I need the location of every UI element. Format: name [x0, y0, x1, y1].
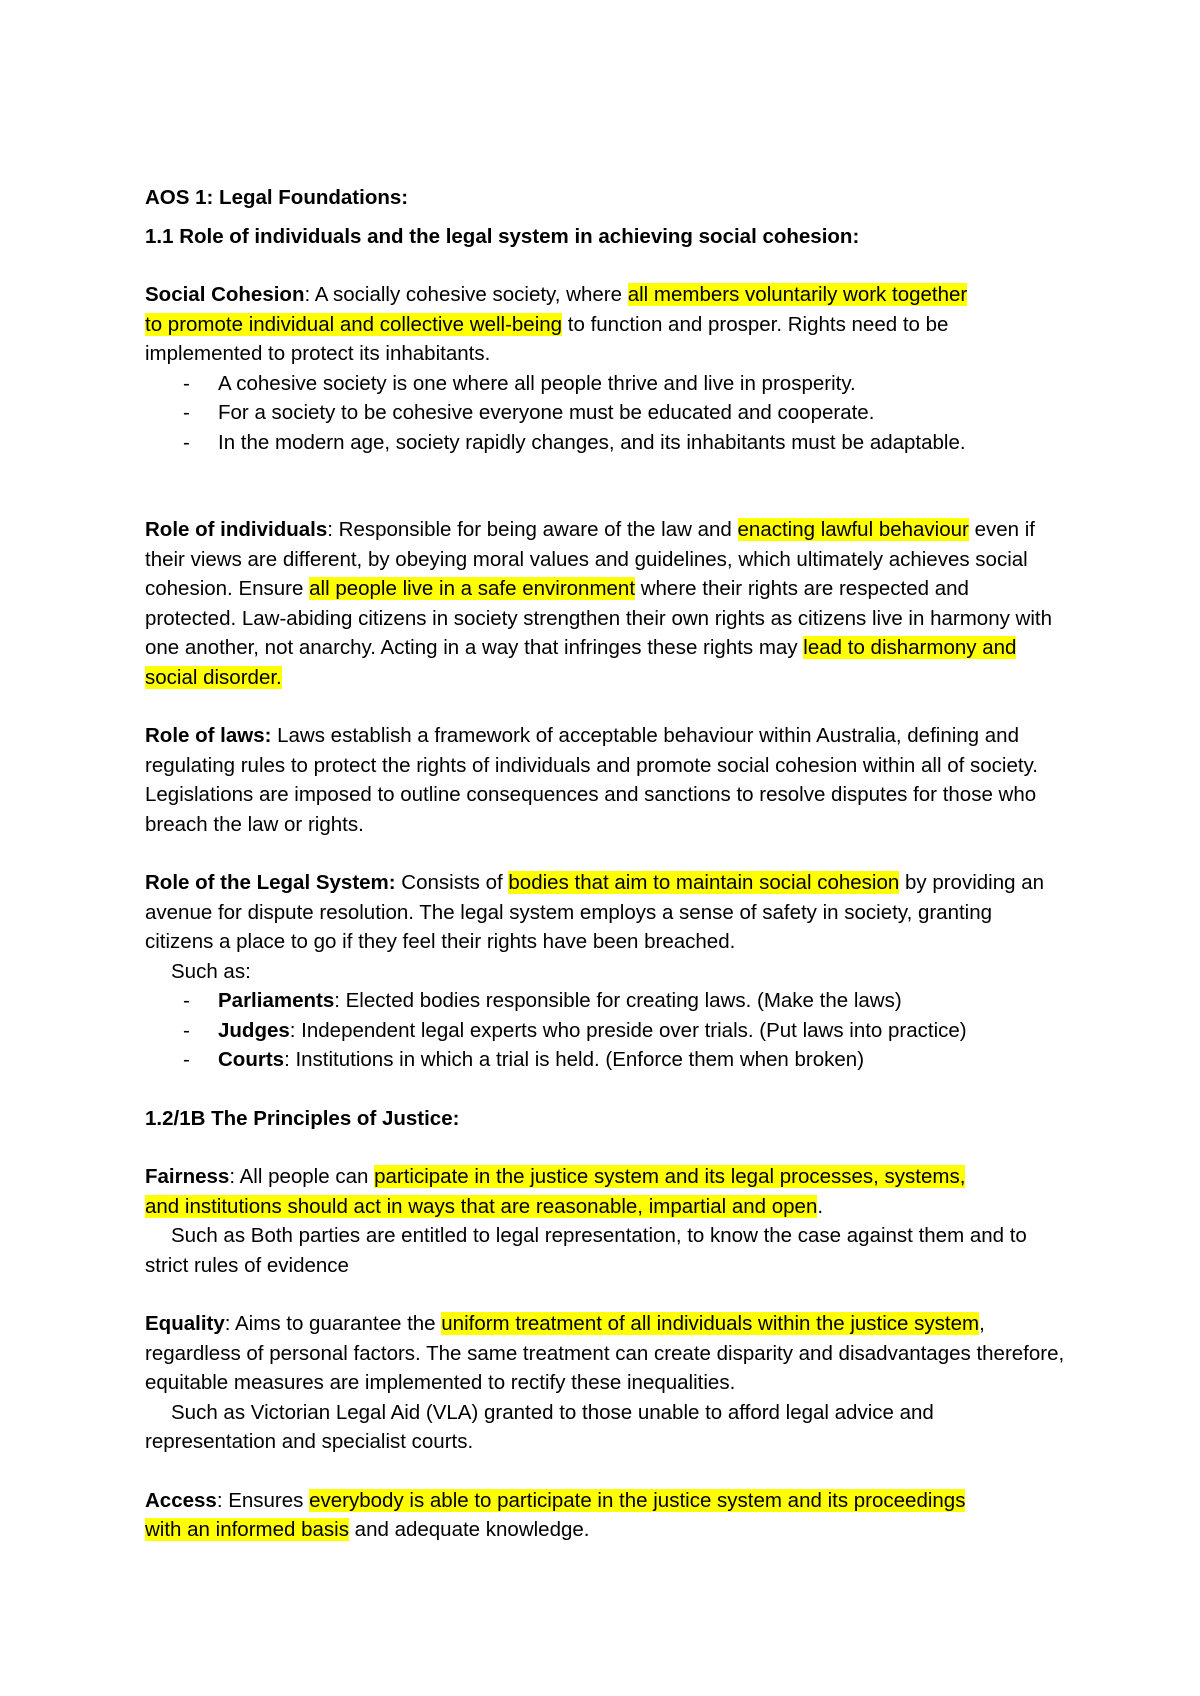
term-courts: Courts [218, 1048, 285, 1071]
term-judges: Judges [218, 1018, 290, 1042]
highlight: lead to disharmony and social disorder. [145, 636, 1017, 689]
highlight: and institutions should act in ways that are reasonable, impartial and open [145, 1194, 818, 1218]
list-item: - A cohesive society is one where all people thrive and live in prosperity. [145, 369, 1065, 399]
text: where their rights are respected and protected. Law-abiding citizens in society strengthen their own rights as citizens live in harmony with one another, not anarchy. Acting in a way that infringes these rights may [145, 577, 1052, 659]
highlight: participate in the justice system and its legal processes, systems, [374, 1165, 966, 1188]
text: Such as Victorian Legal Aid (VLA) granted to those unable to afford legal advice and representation and specialist courts. [145, 1400, 934, 1453]
list-item [145, 986, 1065, 1016]
paragraph-equality [145, 1309, 1065, 1398]
text: Consists of [395, 871, 509, 894]
list-item: - For a society to be cohesive everyone must be educated and cooperate. [145, 398, 1065, 428]
text: . [817, 1194, 824, 1218]
term-role-of-laws: Role of laws: [145, 724, 272, 747]
text: : All people can [229, 1165, 375, 1188]
text: : Institutions in which a trial is held. (Enforce them when broken) [284, 1048, 865, 1071]
legal-system-list [145, 986, 1065, 1075]
term-social-cohesion: Social Cohesion [145, 283, 305, 306]
text: by providing an avenue for dispute resolution. The legal system employs a sense of safety in society, granting citizens a place to go if they feel their rights have been breached. [145, 871, 1045, 953]
term-access: Access [145, 1488, 217, 1512]
highlight: enacting lawful behaviour [737, 518, 969, 541]
paragraph-role-of-individuals [145, 515, 1065, 692]
paragraph-fairness [145, 1162, 1065, 1221]
list-item [145, 1016, 1065, 1046]
text: Such as Both parties are entitled to legal representation, to know the case against them and to strict rules of evidence [145, 1224, 1027, 1277]
text: to function and prosper. Rights need to be implemented to protect its inhabitants. [145, 312, 949, 365]
highlight: to promote individual and collective well-being [145, 312, 563, 336]
highlight: all members voluntarily work together [627, 283, 968, 306]
text: : Ensures [216, 1488, 310, 1512]
highlight: uniform treatment of all individuals within the justice system [441, 1312, 980, 1335]
section-heading-1-2: 1.2/1B The Principles of Justice: [145, 1106, 460, 1130]
list-item: - In the modern age, society rapidly changes, and its inhabitants must be adaptable. [145, 428, 1065, 458]
term-parliaments: Parliaments [218, 989, 335, 1012]
such-as-label: Such as: [171, 959, 251, 983]
text: : A socially cohesive society, where [304, 283, 628, 306]
term-fairness: Fairness [145, 1165, 230, 1188]
equality-example [145, 1398, 1065, 1457]
term-role-of-legal-system: Role of the Legal System: [145, 871, 396, 894]
paragraph-social-cohesion [145, 280, 1065, 369]
paragraph-role-of-legal-system [145, 868, 1065, 957]
text: : Elected bodies responsible for creating laws. (Make the laws) [334, 989, 902, 1012]
section-heading-1-1: 1.1 Role of individuals and the legal system in achieving social cohesion: [145, 224, 860, 248]
text: and adequate knowledge. [348, 1518, 590, 1541]
document-body [145, 183, 1065, 1545]
paragraph-role-of-laws [145, 721, 1065, 839]
highlight: bodies that aim to maintain social cohesion [508, 871, 900, 894]
paragraph-access [145, 1486, 1065, 1545]
text: : Responsible for being aware of the law and [327, 518, 738, 541]
text: even if their views are different, by obeying moral values and guidelines, which ultimately achieves social cohesion. Ensure [145, 518, 1035, 600]
list-item [145, 1045, 1065, 1075]
text: Laws establish a framework of acceptable behaviour within Australia, defining and regulating rules to protect the rights of individuals and promote social cohesion within all of society. Legislations are imposed to outline consequences and sanctions to resolve disputes for those who breach the law or rights. [145, 724, 1038, 836]
term-equality: Equality [145, 1312, 225, 1335]
highlight: all people live in a safe environment [309, 577, 636, 600]
document-title: AOS 1: Legal Foundations: [145, 186, 409, 209]
text: : Independent legal experts who preside over trials. (Put laws into practice) [289, 1018, 967, 1042]
highlight: everybody is able to participate in the justice system and its proceedings [309, 1488, 966, 1512]
text: , regardless of personal factors. The same treatment can create disparity and disadvantages therefore, equitable measures are implemented to rectify these inequalities. [145, 1312, 1065, 1394]
fairness-example [145, 1221, 1065, 1280]
text: : Aims to guarantee the [224, 1312, 442, 1335]
highlight: with an informed basis [145, 1518, 349, 1541]
social-cohesion-list [145, 369, 1065, 458]
term-role-of-individuals: Role of individuals [145, 518, 328, 541]
